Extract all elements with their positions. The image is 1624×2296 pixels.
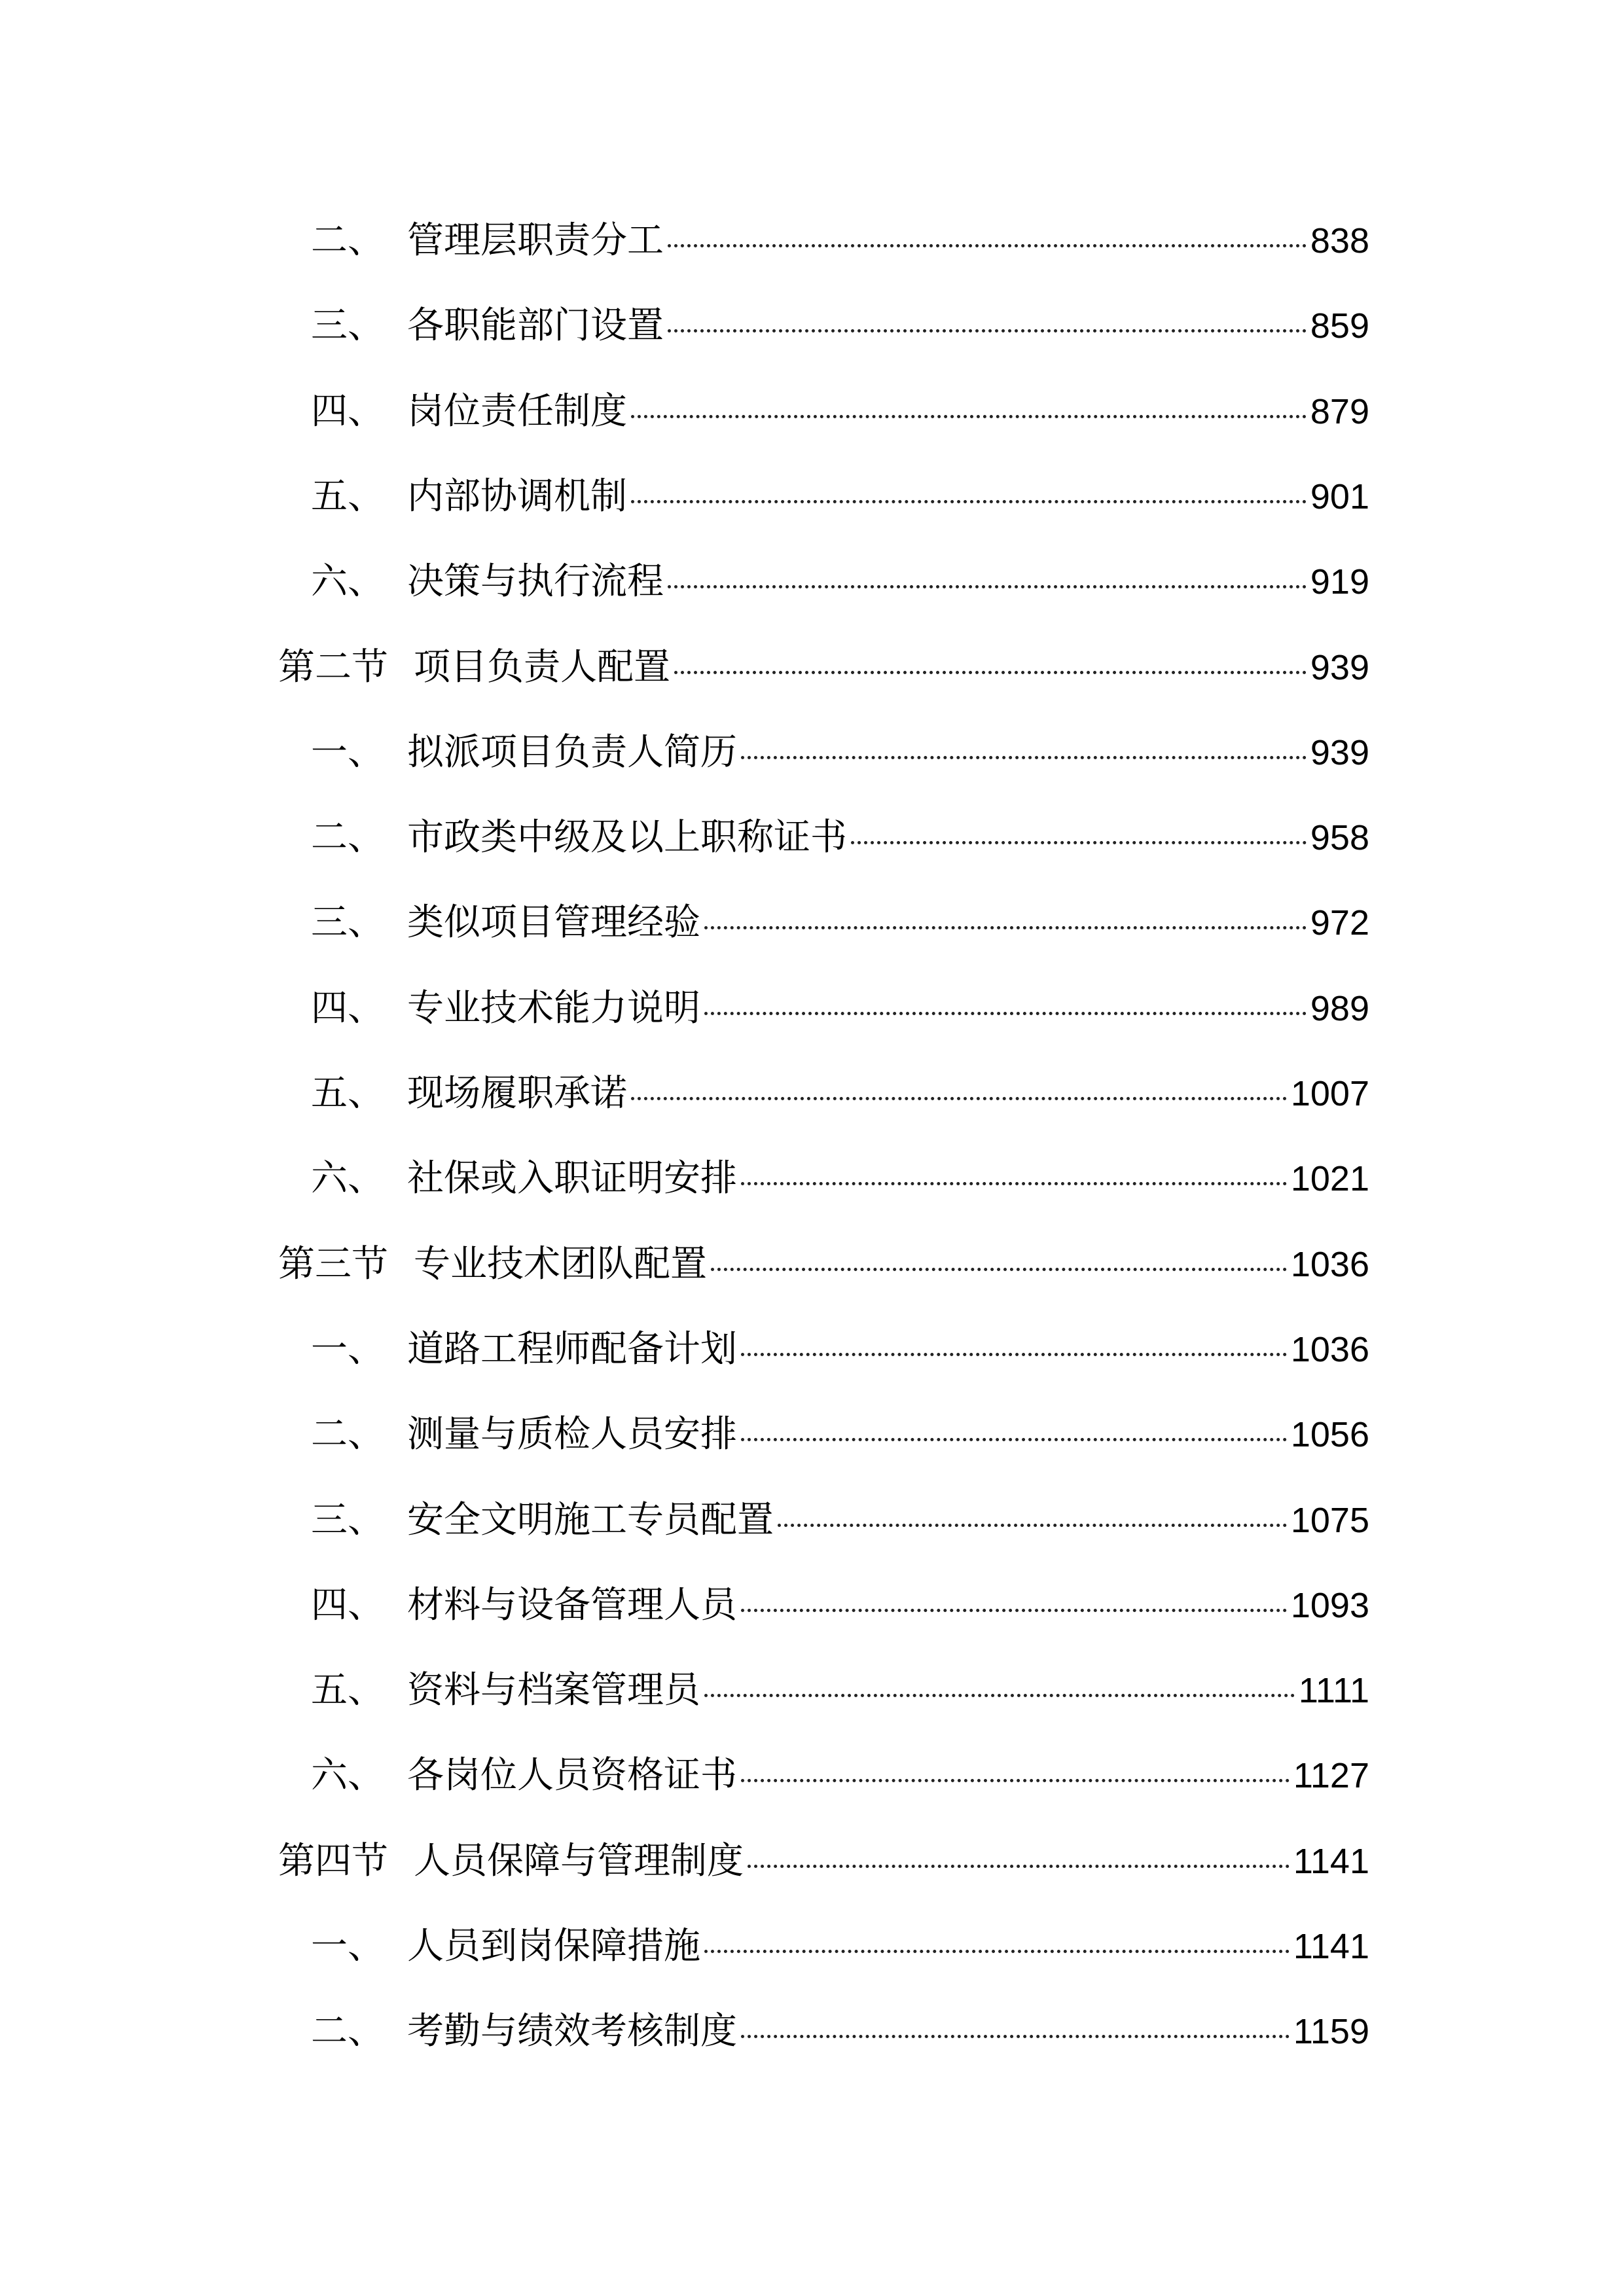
toc-entry[interactable] (311, 1488, 1369, 1553)
toc-entry-page-number: 1141 (1293, 1842, 1369, 1881)
toc-entry-page-number: 1056 (1290, 1415, 1369, 1454)
dot-leader (741, 1182, 1287, 1185)
toc-entry-title: 决策与执行流程 (407, 560, 664, 603)
toc-entry-title: 现场履职承诺 (407, 1072, 627, 1115)
toc-entry-number: 第二节 (278, 646, 388, 689)
toc-entry[interactable] (311, 208, 1369, 274)
dot-leader (631, 1097, 1287, 1100)
toc-entry-title: 人员到岗保障措施 (407, 1925, 700, 1967)
toc-section-entry[interactable] (278, 1829, 1369, 1894)
toc-entry-page-number: 958 (1310, 818, 1369, 857)
dot-leader (741, 1353, 1287, 1356)
toc-entry-title: 岗位责任制度 (407, 390, 627, 433)
toc-entry-number: 二、 (311, 816, 384, 859)
toc-entry[interactable] (311, 1999, 1369, 2064)
dot-leader (704, 926, 1307, 929)
toc-entry-title: 安全文明施工专员配置 (407, 1499, 774, 1541)
dot-leader (778, 1524, 1287, 1527)
toc-entry[interactable] (311, 293, 1369, 359)
toc-entry-title: 市政类中级及以上职称证书 (407, 816, 847, 859)
toc-entry-title: 内部协调机制 (407, 475, 627, 518)
dot-leader (741, 1779, 1290, 1782)
dot-leader (741, 2035, 1290, 2038)
toc-entry-title: 人员保障与管理制度 (414, 1840, 744, 1882)
dot-leader (631, 500, 1307, 503)
toc-entry-title: 道路工程师配备计划 (407, 1328, 737, 1371)
toc-entry-title: 拟派项目负责人简历 (407, 731, 737, 774)
toc-entry-number: 四、 (311, 390, 384, 433)
toc-entry-title: 专业技术能力说明 (407, 987, 700, 1030)
toc-entry-number: 一、 (311, 731, 384, 774)
dot-leader (741, 1438, 1287, 1441)
toc-entry-page-number: 1036 (1290, 1330, 1369, 1369)
toc-entry[interactable] (311, 976, 1369, 1041)
toc-entry-title: 考勤与绩效考核制度 (407, 2010, 737, 2053)
toc-entry-number: 二、 (311, 219, 384, 262)
toc-entry-number: 四、 (311, 987, 384, 1030)
dot-leader (741, 756, 1307, 759)
toc-entry-number: 第三节 (278, 1243, 388, 1285)
toc-entry[interactable] (311, 1061, 1369, 1126)
toc-entry-page-number: 1036 (1290, 1245, 1369, 1284)
toc-entry[interactable] (311, 1402, 1369, 1467)
toc-entry-page-number: 879 (1310, 392, 1369, 431)
dot-leader (704, 1950, 1290, 1953)
toc-entry-page-number: 1093 (1290, 1586, 1369, 1625)
toc-entry-number: 五、 (311, 1669, 384, 1712)
dot-leader (741, 1609, 1287, 1612)
dot-leader (711, 1268, 1287, 1271)
toc-entry[interactable] (311, 549, 1369, 615)
toc-entry[interactable] (311, 890, 1369, 956)
toc-entry-page-number: 989 (1310, 989, 1369, 1028)
toc-entry[interactable] (311, 1914, 1369, 1979)
dot-leader (704, 1012, 1307, 1015)
toc-entry-number: 一、 (311, 1925, 384, 1967)
toc-entry-title: 资料与档案管理员 (407, 1669, 700, 1712)
toc-entry-number: 五、 (311, 1072, 384, 1115)
toc-entry[interactable] (311, 379, 1369, 444)
dot-leader (674, 671, 1307, 674)
dot-leader (668, 244, 1307, 247)
dot-leader (631, 415, 1307, 418)
toc-entry-page-number: 972 (1310, 903, 1369, 942)
toc-entry-number: 二、 (311, 2010, 384, 2053)
toc-entry-title: 各岗位人员资格证书 (407, 1754, 737, 1797)
toc-entry[interactable] (311, 1146, 1369, 1211)
toc-entry[interactable] (311, 464, 1369, 529)
toc-entry-page-number: 901 (1310, 477, 1369, 516)
toc-section-entry[interactable] (278, 1232, 1369, 1297)
toc-entry-page-number: 859 (1310, 306, 1369, 346)
toc-entry-title: 管理层职责分工 (407, 219, 664, 262)
toc-entry-number: 四、 (311, 1584, 384, 1626)
toc-entry-page-number: 939 (1310, 733, 1369, 772)
toc-entry-number: 三、 (311, 901, 384, 944)
toc-entry-page-number: 1141 (1293, 1927, 1369, 1966)
toc-entry-page-number: 1075 (1290, 1501, 1369, 1540)
dot-leader (704, 1694, 1295, 1697)
toc-entry[interactable] (311, 1573, 1369, 1638)
toc-entry-title: 各职能部门设置 (407, 304, 664, 347)
dot-leader (668, 585, 1307, 588)
toc-entry-number: 六、 (311, 560, 384, 603)
toc-entry[interactable] (311, 720, 1369, 785)
toc-entry-page-number: 1159 (1293, 2012, 1369, 2051)
toc-entry-number: 六、 (311, 1754, 384, 1797)
toc-entry-number: 第四节 (278, 1840, 388, 1882)
toc-entry[interactable] (311, 1743, 1369, 1808)
toc-entry-title: 测量与质检人员安排 (407, 1413, 737, 1456)
toc-section-entry[interactable] (278, 635, 1369, 700)
toc-entry[interactable] (311, 1317, 1369, 1382)
toc-entry-page-number: 1111 (1298, 1671, 1369, 1710)
toc-entry-page-number: 1127 (1293, 1756, 1369, 1795)
toc-entry-number: 五、 (311, 475, 384, 518)
toc-entry-title: 类似项目管理经验 (407, 901, 700, 944)
toc-entry-page-number: 939 (1310, 648, 1369, 687)
toc-entry-title: 项目负责人配置 (414, 646, 670, 689)
toc-entry-title: 专业技术团队配置 (414, 1243, 707, 1285)
toc-entry-page-number: 919 (1310, 562, 1369, 601)
toc-entry-number: 三、 (311, 304, 384, 347)
toc-entry-number: 一、 (311, 1328, 384, 1371)
toc-entry-number: 六、 (311, 1157, 384, 1200)
dot-leader (851, 841, 1307, 844)
dot-leader (668, 329, 1307, 332)
toc-entry-number: 三、 (311, 1499, 384, 1541)
dot-leader (748, 1865, 1290, 1868)
toc-entry-title: 材料与设备管理人员 (407, 1584, 737, 1626)
toc-entry-page-number: 838 (1310, 221, 1369, 260)
toc-entry-number: 二、 (311, 1413, 384, 1456)
toc-entry[interactable] (311, 1658, 1369, 1723)
toc-entry-page-number: 1007 (1290, 1074, 1369, 1113)
toc-entry-page-number: 1021 (1290, 1159, 1369, 1198)
toc-entry[interactable] (311, 805, 1369, 870)
toc-entry-title: 社保或入职证明安排 (407, 1157, 737, 1200)
